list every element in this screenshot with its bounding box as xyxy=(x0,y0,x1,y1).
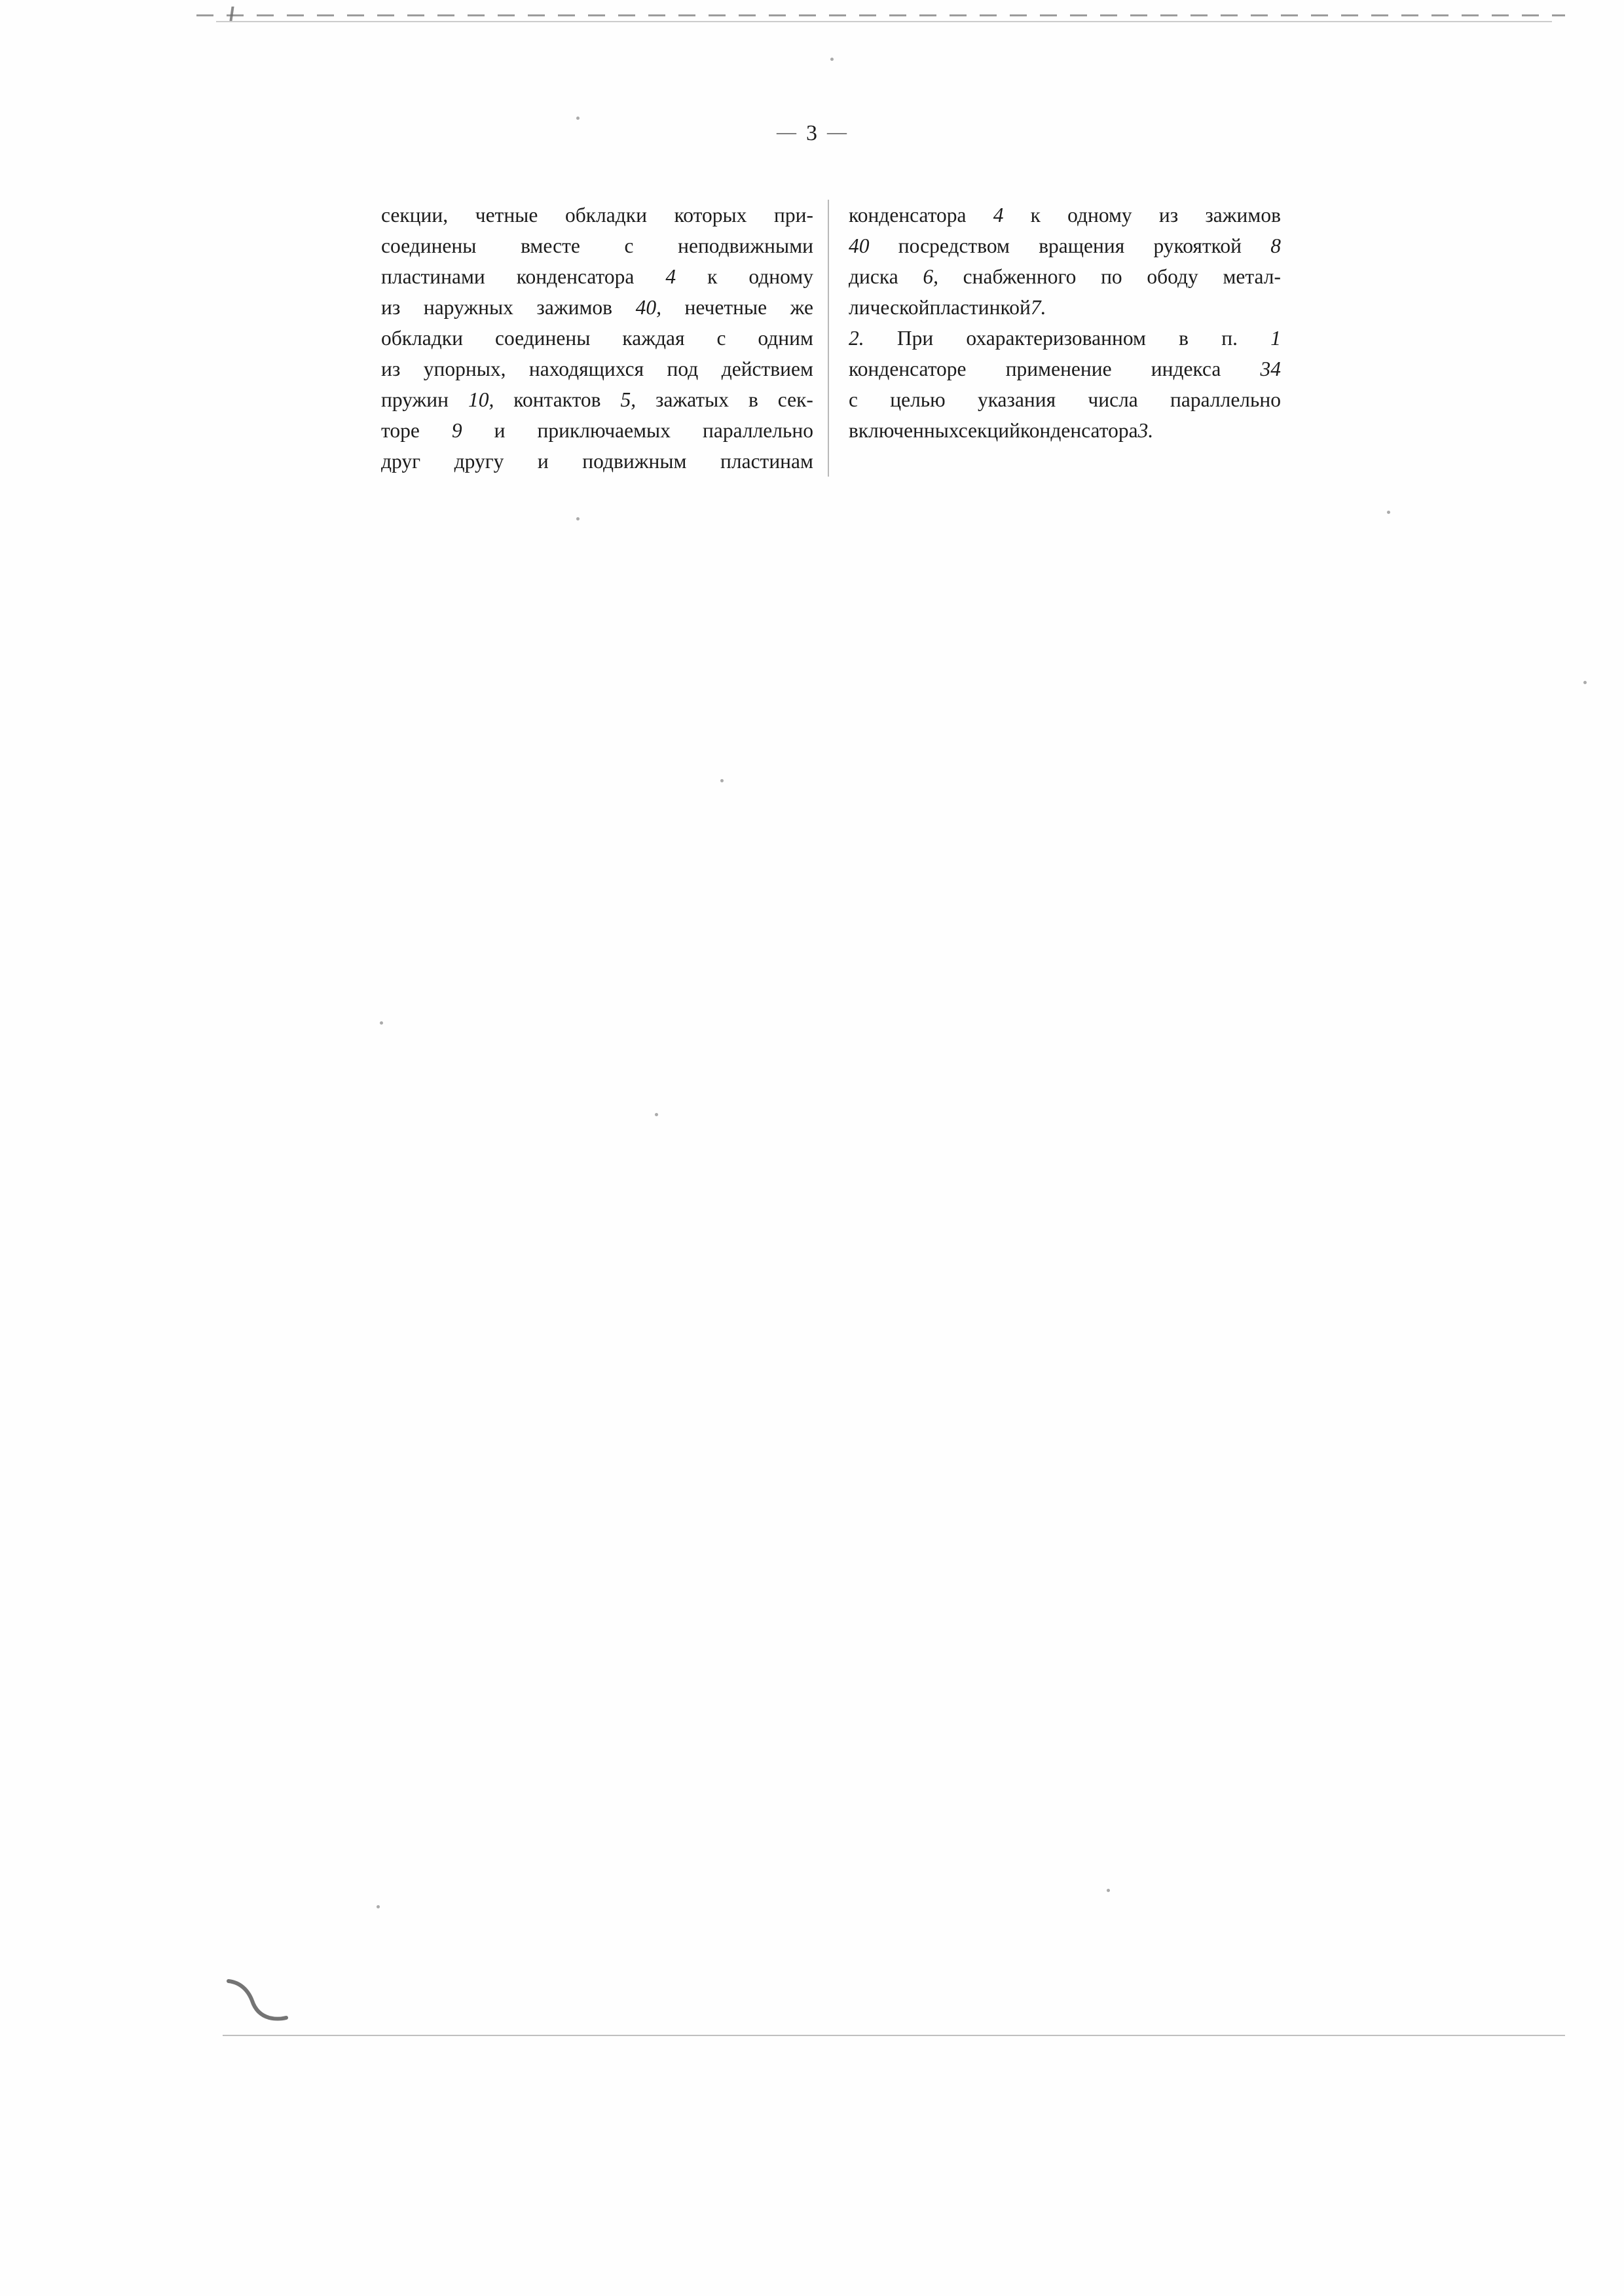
word: 40, xyxy=(635,296,661,319)
word: обкладки xyxy=(564,204,647,227)
word: сек- xyxy=(777,388,813,411)
word: торе xyxy=(381,419,420,442)
scan-artifact-top-edge xyxy=(196,14,1565,16)
word: 4 xyxy=(665,265,676,288)
word: зажатых xyxy=(655,388,729,411)
scan-speck xyxy=(655,1113,658,1116)
scan-artifact-bottom-edge xyxy=(223,2035,1565,2036)
word: по xyxy=(1101,265,1122,288)
text-line xyxy=(381,446,813,477)
word: посредством xyxy=(898,234,1010,257)
word: 1 xyxy=(1270,327,1281,350)
word: одним xyxy=(758,327,813,350)
word: четные xyxy=(475,204,538,227)
word: из xyxy=(381,357,401,380)
word: числа xyxy=(1088,388,1138,411)
word: лической xyxy=(849,296,930,319)
word: пластинкой xyxy=(929,296,1031,319)
word: 10, xyxy=(468,388,494,411)
scan-speck xyxy=(1583,681,1587,684)
word: из xyxy=(381,296,401,319)
word: упорных, xyxy=(423,357,506,380)
paragraph xyxy=(849,200,1281,323)
paragraph xyxy=(849,323,1281,446)
word: и xyxy=(494,419,506,442)
text-line xyxy=(849,292,1281,323)
word: пружин xyxy=(381,388,449,411)
paragraph xyxy=(381,200,813,477)
word: 2. xyxy=(849,327,864,350)
word: параллельно xyxy=(703,419,813,442)
word: рукояткой xyxy=(1153,234,1242,257)
scan-artifact-hook xyxy=(226,1978,289,2030)
word: которых xyxy=(674,204,747,227)
page-folio xyxy=(0,121,1624,146)
word: и xyxy=(537,450,549,473)
scan-speck xyxy=(1107,1889,1110,1892)
word: индекса xyxy=(1151,357,1221,380)
text-line xyxy=(849,354,1281,384)
word: снабженного xyxy=(963,265,1077,288)
text-line xyxy=(381,230,813,261)
text-line xyxy=(849,323,1281,354)
word: вращения xyxy=(1039,234,1125,257)
word: 6, xyxy=(923,265,938,288)
word: 3. xyxy=(1137,419,1154,442)
text-line xyxy=(849,384,1281,415)
word: приключаемых xyxy=(537,419,671,442)
scan-speck xyxy=(720,779,724,782)
word: обкладки xyxy=(381,327,463,350)
word: при- xyxy=(774,204,813,227)
column-right xyxy=(828,200,1281,477)
word: 4 xyxy=(993,204,1004,227)
text-line xyxy=(381,384,813,415)
word: контактов xyxy=(513,388,601,411)
text-line xyxy=(381,200,813,230)
word: из xyxy=(1158,204,1179,227)
word: другу xyxy=(454,450,504,473)
body-columns xyxy=(381,200,1291,477)
text-line xyxy=(849,415,1281,446)
word: к xyxy=(707,265,718,288)
text-line xyxy=(381,323,813,354)
scan-artifact-tick-mark xyxy=(229,7,234,21)
word: находящихся xyxy=(528,357,644,380)
word: неподвижными xyxy=(678,234,813,257)
word: метал- xyxy=(1223,265,1281,288)
scan-artifact-top-edge-secondary xyxy=(216,21,1552,22)
scan-speck xyxy=(576,517,580,520)
word: зажимов xyxy=(1205,204,1281,227)
word: друг xyxy=(381,450,421,473)
word: с xyxy=(624,234,634,257)
word: в xyxy=(748,388,758,411)
word: каждая xyxy=(622,327,685,350)
word: указания xyxy=(977,388,1056,411)
word: диска xyxy=(849,265,898,288)
folio-dash-left: — xyxy=(777,121,797,143)
word: 9 xyxy=(451,419,462,442)
word: секции, xyxy=(381,204,449,227)
word: ободу xyxy=(1147,265,1198,288)
text-line xyxy=(849,261,1281,292)
word: соединены xyxy=(494,327,591,350)
scan-speck xyxy=(1387,511,1390,514)
scan-speck xyxy=(377,1905,380,1908)
text-line xyxy=(381,415,813,446)
word: действием xyxy=(721,357,813,380)
word: одному xyxy=(1067,204,1132,227)
text-line xyxy=(849,200,1281,230)
word: подвижным xyxy=(582,450,687,473)
word: же xyxy=(790,296,813,319)
text-line xyxy=(381,261,813,292)
word: 34 xyxy=(1260,357,1281,380)
word: 5, xyxy=(620,388,637,411)
word: наружных xyxy=(423,296,513,319)
word: применение xyxy=(1005,357,1112,380)
word: целью xyxy=(890,388,946,411)
word: с xyxy=(849,388,858,411)
column-left xyxy=(381,200,828,477)
word: 8 xyxy=(1270,234,1281,257)
word: 7. xyxy=(1030,296,1046,319)
word: в xyxy=(1179,327,1189,350)
word: секций xyxy=(958,419,1021,442)
word: с xyxy=(716,327,726,350)
folio-dash-right: — xyxy=(827,121,847,143)
word: п. xyxy=(1221,327,1238,350)
scan-speck xyxy=(380,1021,383,1025)
scan-speck xyxy=(576,117,580,120)
text-line xyxy=(849,230,1281,261)
word: вместе xyxy=(521,234,580,257)
word: конденсатора xyxy=(1020,419,1138,442)
word: пластинам xyxy=(720,450,813,473)
word: 40 xyxy=(849,234,870,257)
word: параллельно xyxy=(1170,388,1281,411)
word: пластинами xyxy=(381,265,485,288)
word: конденсатора xyxy=(849,204,967,227)
word: одному xyxy=(748,265,813,288)
word: При xyxy=(896,327,934,350)
text-line xyxy=(381,354,813,384)
word: соединены xyxy=(381,234,477,257)
page-number: 3 xyxy=(806,121,818,145)
word: нечетные xyxy=(684,296,767,319)
word: охарактеризованном xyxy=(966,327,1146,350)
word: зажимов xyxy=(536,296,613,319)
word: конденсаторе xyxy=(849,357,967,380)
word: конденсатора xyxy=(516,265,635,288)
word: под xyxy=(667,357,699,380)
word: включенных xyxy=(849,419,959,442)
word: к xyxy=(1030,204,1041,227)
scan-speck xyxy=(830,58,834,61)
text-line xyxy=(381,292,813,323)
